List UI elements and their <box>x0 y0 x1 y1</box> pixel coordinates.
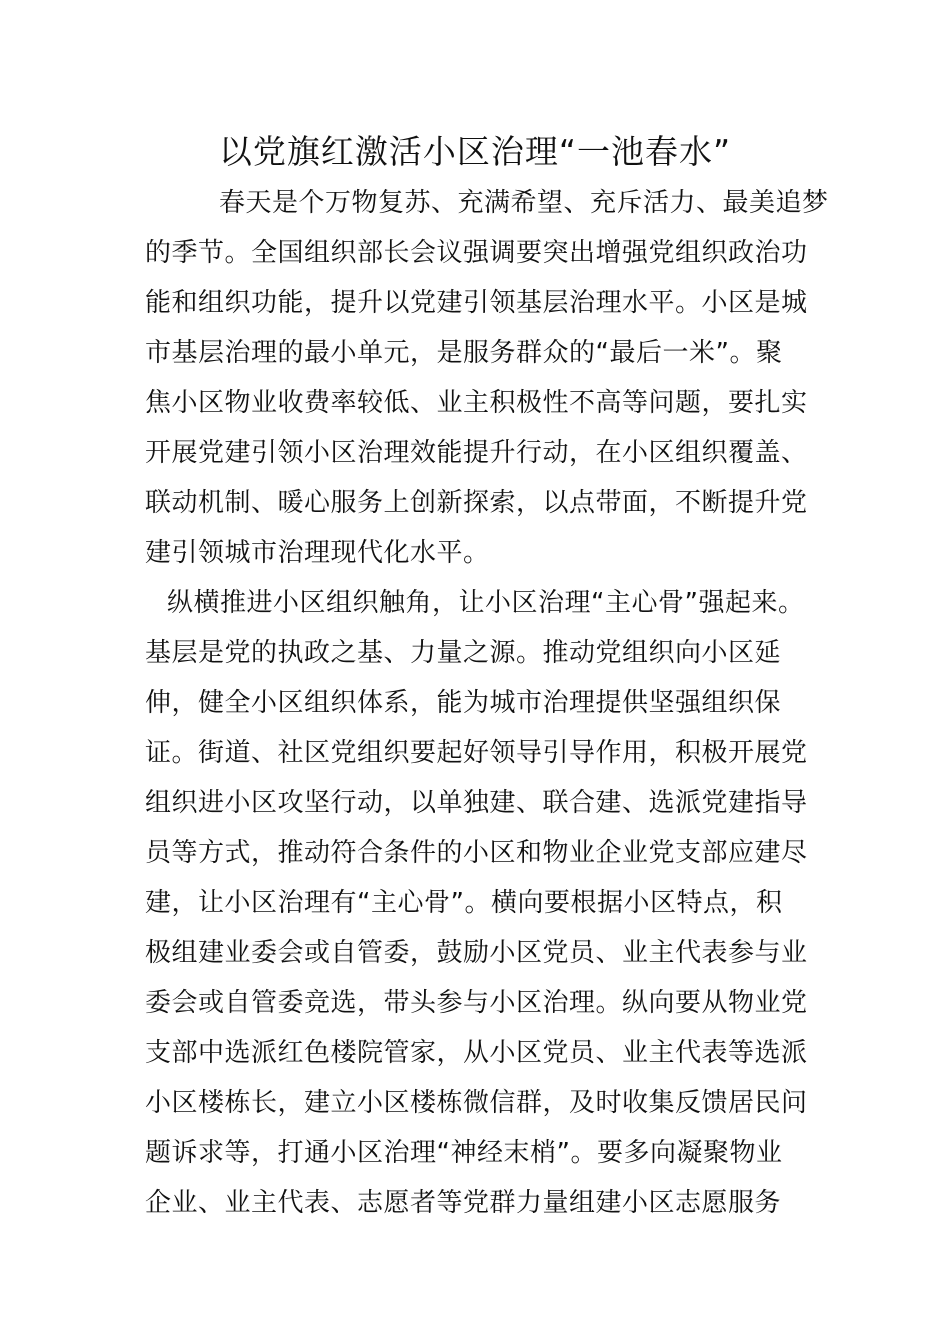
text-line: 企业、业主代表、志愿者等党群力量组建小区志愿服务 <box>145 1188 782 1218</box>
text-line: 建引领城市治理现代化水平。 <box>145 538 490 568</box>
document-body <box>145 178 829 1228</box>
text-line: 焦小区物业收费率较低、业主积极性不高等问题，要扎实 <box>145 388 808 418</box>
text-line: 员等方式，推动符合条件的小区和物业企业党支部应建尽 <box>145 838 808 868</box>
text-line: 小区楼栋长，建立小区楼栋微信群，及时收集反馈居民问 <box>145 1088 808 1118</box>
text-line: 开展党建引领小区治理效能提升行动，在小区组织覆盖、 <box>145 438 808 468</box>
text-line: 基层是党的执政之基、力量之源。推动党组织向小区延 <box>145 638 782 668</box>
text-line: 的季节。全国组织部长会议强调要突出增强党组织政治功 <box>145 238 808 268</box>
text-line: 支部中选派红色楼院管家，从小区党员、业主代表等选派 <box>145 1038 808 1068</box>
text-line: 伸，健全小区组织体系，能为城市治理提供坚强组织保 <box>145 688 782 718</box>
document-title: 以党旗红激活小区治理“一池春水” <box>218 132 732 171</box>
text-line: 极组建业委会或自管委，鼓励小区党员、业主代表参与业 <box>145 938 808 968</box>
text-line: 能和组织功能，提升以党建引领基层治理水平。小区是城 <box>145 288 808 318</box>
section-heading-line: 纵横推进小区组织触角，让小区治理“主心骨”强起来。 <box>167 588 805 618</box>
text-line: 联动机制、暖心服务上创新探索，以点带面，不断提升党 <box>145 488 808 518</box>
text-line: 市基层治理的最小单元，是服务群众的“最后一米”。聚 <box>145 338 783 368</box>
text-line: 建，让小区治理有“主心骨”。横向要根据小区特点，积 <box>145 888 783 918</box>
text-line: 证。街道、社区党组织要起好领导引导作用，积极开展党 <box>145 738 808 768</box>
text-line: 委会或自管委竞选，带头参与小区治理。纵向要从物业党 <box>145 988 808 1018</box>
text-line: 题诉求等，打通小区治理“神经末梢”。要多向凝聚物业 <box>145 1138 783 1168</box>
text-line: 春天是个万物复苏、充满希望、充斥活力、最美追梦 <box>219 188 829 218</box>
text-line: 组织进小区攻坚行动，以单独建、联合建、选派党建指导 <box>145 788 808 818</box>
